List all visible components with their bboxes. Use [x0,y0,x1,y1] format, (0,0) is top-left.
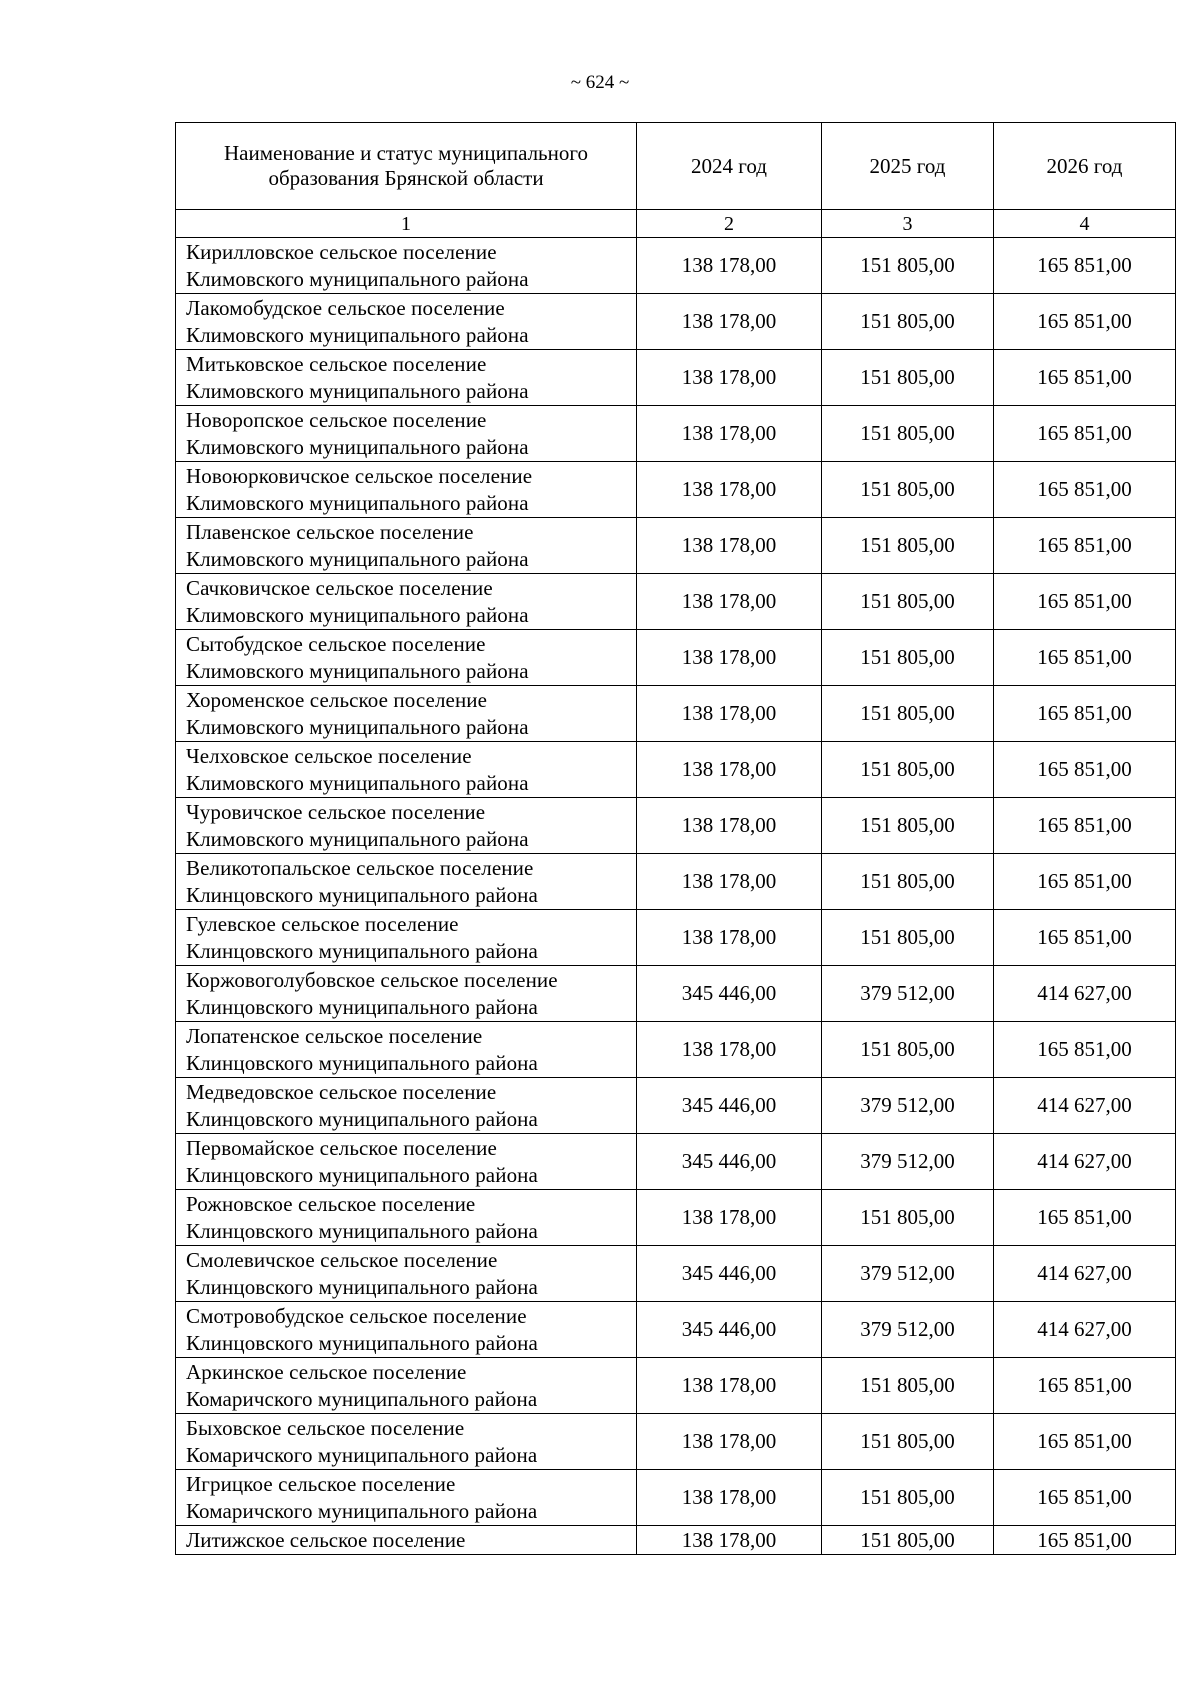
district-name: Клинцовского муниципального района [186,1050,538,1075]
settlement-name: Смолевичское сельское поселение [186,1247,498,1272]
district-name: Климовского муниципального района [186,826,529,851]
column-index-row [176,210,1176,238]
municipality-name-cell [176,518,637,574]
column-index: 2 [637,210,822,238]
table-row [176,574,1176,630]
settlement-name: Лакомобудское сельское поселение [186,295,505,320]
amount-2026-cell: 165 851,00 [994,910,1176,966]
settlement-name: Смотровобудское сельское поселение [186,1303,527,1328]
municipality-name-cell [176,798,637,854]
table-row [176,910,1176,966]
amount-2024-cell: 138 178,00 [637,462,822,518]
amount-2026-cell: 165 851,00 [994,1414,1176,1470]
amount-2026-cell: 165 851,00 [994,574,1176,630]
amount-2024-cell: 138 178,00 [637,238,822,294]
amount-2026-cell: 165 851,00 [994,1022,1176,1078]
settlement-name: Аркинское сельское поселение [186,1359,467,1384]
table-row [176,1134,1176,1190]
amount-2024-cell: 138 178,00 [637,1022,822,1078]
amount-2026-cell: 165 851,00 [994,1526,1176,1555]
district-name: Комаричского муниципального района [186,1498,538,1523]
amount-2025-cell: 379 512,00 [822,1078,994,1134]
table-row [176,1358,1176,1414]
amount-2024-cell: 345 446,00 [637,1302,822,1358]
amount-2024-cell: 345 446,00 [637,1134,822,1190]
amount-2024-cell: 138 178,00 [637,1190,822,1246]
district-name: Клинцовского муниципального района [186,938,538,963]
column-index: 1 [176,210,637,238]
table-row [176,238,1176,294]
table-row [176,1526,1176,1555]
amount-2026-cell: 165 851,00 [994,798,1176,854]
header-2025: 2025 год [822,123,994,210]
amount-2026-cell: 165 851,00 [994,630,1176,686]
amount-2024-cell: 138 178,00 [637,518,822,574]
amount-2026-cell: 165 851,00 [994,1190,1176,1246]
table-row [176,630,1176,686]
amount-2025-cell: 379 512,00 [822,1302,994,1358]
settlement-name: Игрицкое сельское поселение [186,1471,456,1496]
settlement-name: Митьковское сельское поселение [186,351,487,376]
settlement-name: Великотопальское сельское поселение [186,855,534,880]
header-row [176,123,1176,210]
municipality-name-cell [176,1358,637,1414]
settlement-name: Коржовоголубовское сельское поселение [186,967,558,992]
district-name: Комаричского муниципального района [186,1442,538,1467]
amount-2026-cell: 414 627,00 [994,1078,1176,1134]
district-name: Клинцовского муниципального района [186,1330,538,1355]
amount-2026-cell: 165 851,00 [994,350,1176,406]
amount-2026-cell: 165 851,00 [994,854,1176,910]
settlement-name: Гулевское сельское поселение [186,911,459,936]
amount-2025-cell: 151 805,00 [822,406,994,462]
amount-2025-cell: 151 805,00 [822,742,994,798]
municipality-name-cell [176,350,637,406]
amount-2024-cell: 345 446,00 [637,1246,822,1302]
district-name: Клинцовского муниципального района [186,1106,538,1131]
table-row [176,518,1176,574]
amount-2024-cell: 138 178,00 [637,294,822,350]
table-row [176,1414,1176,1470]
amount-2025-cell: 151 805,00 [822,1470,994,1526]
amount-2024-cell: 138 178,00 [637,350,822,406]
table-row [176,1190,1176,1246]
municipality-name-cell [176,910,637,966]
table-row [176,742,1176,798]
settlement-name: Кирилловское сельское поселение [186,239,497,264]
amount-2024-cell: 138 178,00 [637,686,822,742]
district-name: Климовского муниципального района [186,378,529,403]
settlement-name: Плавенское сельское поселение [186,519,474,544]
settlement-name: Хороменское сельское поселение [186,687,488,712]
district-name: Климовского муниципального района [186,490,529,515]
amount-2024-cell: 138 178,00 [637,1526,822,1555]
district-name: Климовского муниципального района [186,546,529,571]
amount-2026-cell: 165 851,00 [994,1470,1176,1526]
header-2026: 2026 год [994,123,1176,210]
header-municipality: Наименование и статус муниципального образования Брянской области [176,123,637,210]
district-name: Климовского муниципального района [186,770,529,795]
settlement-name: Быховское сельское поселение [186,1415,465,1440]
amount-2025-cell: 151 805,00 [822,462,994,518]
amount-2026-cell: 165 851,00 [994,1358,1176,1414]
district-name: Климовского муниципального района [186,322,529,347]
amount-2024-cell: 138 178,00 [637,406,822,462]
municipality-name-cell [176,1190,637,1246]
table-row [176,1078,1176,1134]
amount-2025-cell: 151 805,00 [822,686,994,742]
district-name: Климовского муниципального района [186,266,529,291]
amount-2026-cell: 165 851,00 [994,686,1176,742]
amount-2025-cell: 151 805,00 [822,1358,994,1414]
table-row [176,1022,1176,1078]
amount-2024-cell: 138 178,00 [637,742,822,798]
municipality-name-cell [176,294,637,350]
table-row [176,966,1176,1022]
amount-2024-cell: 138 178,00 [637,798,822,854]
municipality-name-cell [176,238,637,294]
amount-2025-cell: 151 805,00 [822,630,994,686]
district-name: Клинцовского муниципального района [186,1162,538,1187]
municipality-name-cell [176,966,637,1022]
table-row [176,350,1176,406]
amount-2026-cell: 165 851,00 [994,294,1176,350]
amount-2026-cell: 165 851,00 [994,462,1176,518]
table-row [176,854,1176,910]
municipality-name-cell [176,1302,637,1358]
column-index: 4 [994,210,1176,238]
amount-2025-cell: 151 805,00 [822,574,994,630]
amount-2025-cell: 151 805,00 [822,1022,994,1078]
table-row [176,406,1176,462]
amount-2026-cell: 165 851,00 [994,518,1176,574]
amount-2025-cell: 151 805,00 [822,1190,994,1246]
municipality-name-cell [176,1078,637,1134]
amount-2025-cell: 151 805,00 [822,1526,994,1555]
district-name: Климовского муниципального района [186,658,529,683]
amount-2026-cell: 165 851,00 [994,406,1176,462]
table-row [176,798,1176,854]
municipality-name-cell [176,630,637,686]
amount-2024-cell: 138 178,00 [637,1358,822,1414]
table-row [176,1302,1176,1358]
amount-2025-cell: 151 805,00 [822,518,994,574]
amount-2024-cell: 138 178,00 [637,1470,822,1526]
amount-2024-cell: 138 178,00 [637,854,822,910]
table-row [176,686,1176,742]
settlement-name: Челховское сельское поселение [186,743,472,768]
table-row [176,1470,1176,1526]
municipality-name-cell [176,1134,637,1190]
district-name: Комаричского муниципального района [186,1386,538,1411]
amount-2024-cell: 138 178,00 [637,630,822,686]
municipality-name-cell [176,1246,637,1302]
header-2024: 2024 год [637,123,822,210]
amount-2024-cell: 138 178,00 [637,1414,822,1470]
settlement-name: Медведовское сельское поселение [186,1079,497,1104]
settlement-name: Сытобудское сельское поселение [186,631,486,656]
column-index: 3 [822,210,994,238]
district-name: Климовского муниципального района [186,714,529,739]
table-row [176,462,1176,518]
amount-2026-cell: 165 851,00 [994,742,1176,798]
amount-2026-cell: 414 627,00 [994,1302,1176,1358]
table-row [176,1246,1176,1302]
district-name: Клинцовского муниципального района [186,882,538,907]
amount-2024-cell: 138 178,00 [637,574,822,630]
budget-table [175,122,1176,1555]
municipality-name-cell: Литижское сельское поселение [176,1526,637,1555]
page-number: ~ 624 ~ [570,72,630,93]
amount-2025-cell: 151 805,00 [822,1414,994,1470]
amount-2025-cell: 151 805,00 [822,350,994,406]
district-name: Клинцовского муниципального района [186,994,538,1019]
amount-2025-cell: 151 805,00 [822,294,994,350]
amount-2024-cell: 345 446,00 [637,1078,822,1134]
settlement-name: Чуровичское сельское поселение [186,799,486,824]
settlement-name: Лопатенское сельское поселение [186,1023,483,1048]
district-name: Климовского муниципального района [186,434,529,459]
settlement-name: Рожновское сельское поселение [186,1191,476,1216]
municipality-name-cell [176,854,637,910]
amount-2025-cell: 379 512,00 [822,1134,994,1190]
amount-2026-cell: 414 627,00 [994,966,1176,1022]
settlement-name: Сачковичское сельское поселение [186,575,493,600]
municipality-name-cell [176,742,637,798]
amount-2025-cell: 379 512,00 [822,1246,994,1302]
municipality-name-cell [176,1470,637,1526]
municipality-name-cell [176,1022,637,1078]
municipality-name-cell [176,574,637,630]
municipality-name-cell [176,462,637,518]
municipality-name-cell [176,1414,637,1470]
settlement-name: Первомайское сельское поселение [186,1135,497,1160]
settlement-name: Новоюрковичское сельское поселение [186,463,533,488]
amount-2025-cell: 151 805,00 [822,910,994,966]
amount-2026-cell: 414 627,00 [994,1246,1176,1302]
municipality-name-cell [176,686,637,742]
district-name: Климовского муниципального района [186,602,529,627]
district-name: Клинцовского муниципального района [186,1274,538,1299]
amount-2024-cell: 138 178,00 [637,910,822,966]
amount-2026-cell: 165 851,00 [994,238,1176,294]
amount-2025-cell: 151 805,00 [822,798,994,854]
amount-2025-cell: 151 805,00 [822,854,994,910]
municipality-name-cell [176,406,637,462]
amount-2026-cell: 414 627,00 [994,1134,1176,1190]
amount-2024-cell: 345 446,00 [637,966,822,1022]
table-row [176,294,1176,350]
district-name: Клинцовского муниципального района [186,1218,538,1243]
amount-2025-cell: 151 805,00 [822,238,994,294]
settlement-name: Новоропское сельское поселение [186,407,487,432]
amount-2025-cell: 379 512,00 [822,966,994,1022]
